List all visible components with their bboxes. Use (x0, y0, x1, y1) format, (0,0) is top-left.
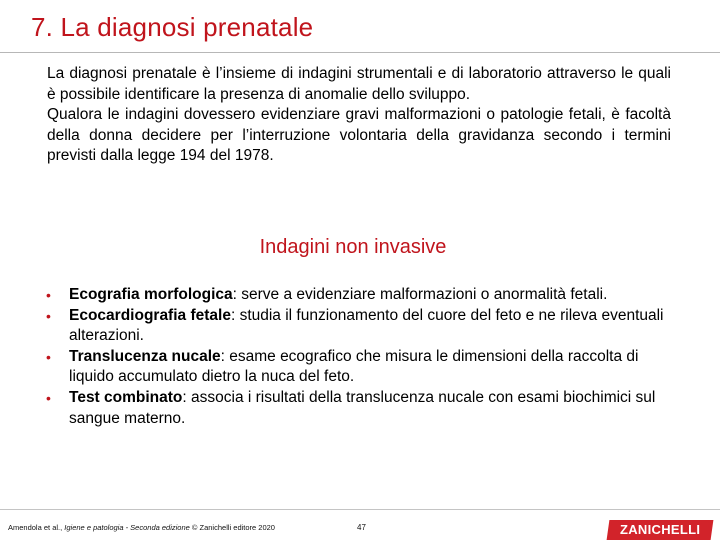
list-item (46, 285, 670, 306)
intro-paragraph-2: Qualora le indagini dovessero evidenziare gravi malformazioni o patologie fetali, è facoltà della donna decidere per l’interruzione volontaria della gravidanza secondo i termini previsti dalla legge 194 del 1978. (47, 106, 671, 165)
bullet-icon: • (46, 389, 51, 406)
slide-title: 7. La diagnosi prenatale (31, 12, 314, 42)
footer-credit (8, 523, 275, 532)
footer-publisher: © Zanichelli editore 2020 (189, 523, 275, 532)
bullet-term: Test combinato (69, 388, 183, 406)
bullet-term: Translucenza nucale (69, 347, 221, 365)
page-number: 47 (357, 523, 366, 532)
bullet-icon: • (46, 307, 51, 324)
bullet-description: : associa i risultati della translucenza nucale con esami biochimici sul sangue materno. (69, 388, 656, 427)
section-heading: Indagini non invasive (259, 236, 447, 258)
intro-text (47, 64, 671, 167)
bullet-description: : esame ecografico che misura le dimensioni della raccolta di liquido accumulato dietro la nuca del feto. (69, 347, 639, 386)
list-item (46, 306, 670, 347)
bullet-icon: • (46, 287, 51, 303)
bullet-term: Ecografia morfologica (69, 286, 233, 303)
bullet-icon: • (46, 348, 51, 365)
intro-paragraph-1: La diagnosi prenatale è l’insieme di indagini strumentali e di laboratorio attraverso le quali è possibile identificare la presenza di anomalie dello sviluppo. (47, 65, 671, 103)
footer-authors: Amendola et al., (8, 523, 65, 532)
footer-divider (0, 509, 720, 510)
list-item (46, 347, 670, 388)
bullet-description: : serve a evidenziare malformazioni o anormalità fetali. (232, 286, 608, 303)
list-item (46, 388, 670, 429)
bullet-description: : studia il funzionamento del cuore del feto e ne rileva eventuali alterazioni. (69, 306, 664, 345)
logo-text: ZANICHELLI (619, 522, 701, 537)
title-divider (0, 52, 720, 53)
bullet-term: Ecocardiografia fetale (69, 306, 231, 324)
bullet-list (46, 285, 670, 429)
zanichelli-logo (607, 520, 714, 540)
footer-book-title: Igiene e patologia - Seconda edizione (64, 523, 190, 532)
